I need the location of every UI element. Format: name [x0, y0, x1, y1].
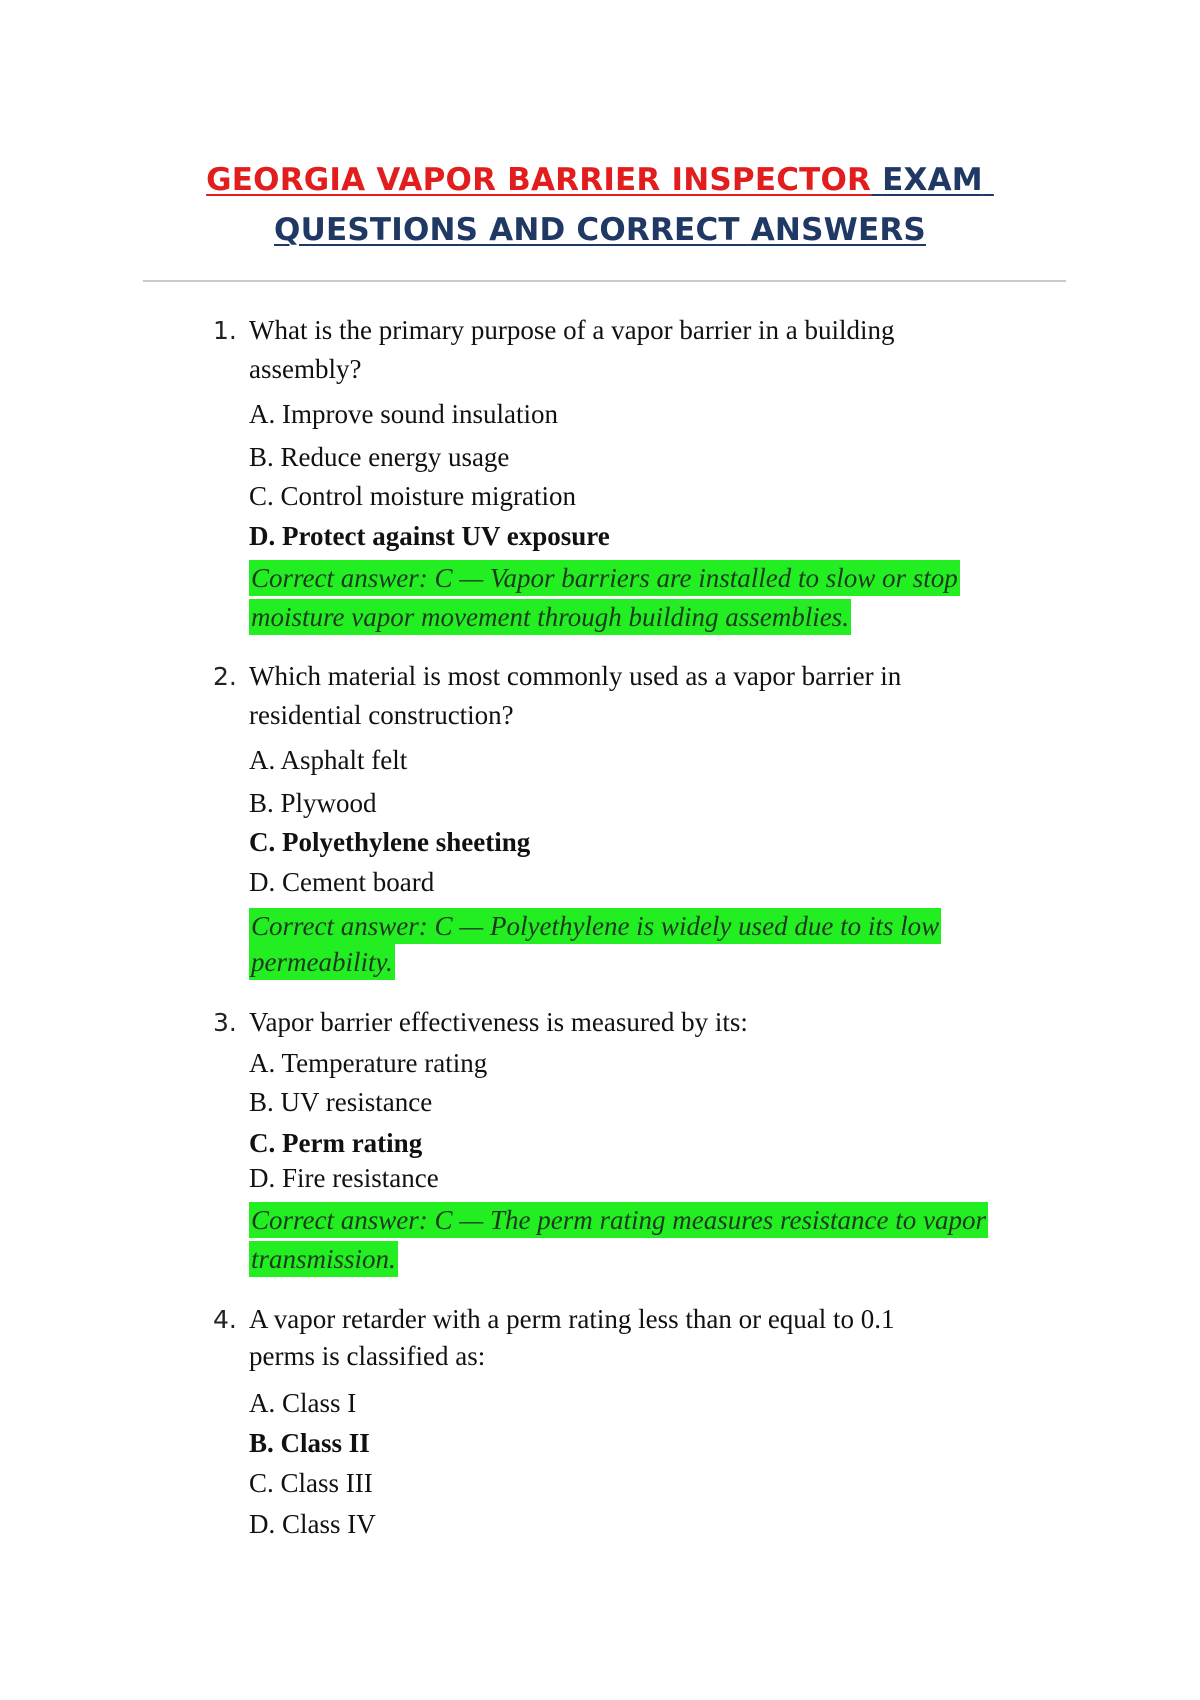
title-red-text: GEORGIA VAPOR BARRIER INSPECTOR	[206, 162, 872, 198]
document-title-line-1	[0, 155, 1200, 205]
question-number: 1.	[213, 316, 237, 345]
question-number: 3.	[213, 1008, 237, 1037]
title-navy-text	[871, 162, 882, 198]
option-a: A. Temperature rating	[249, 1048, 488, 1078]
option-d: D. Class IV	[249, 1509, 376, 1539]
option-a: A. Asphalt felt	[249, 745, 408, 775]
question-text: A vapor retarder with a perm rating less than or equal to 0.1	[249, 1304, 895, 1334]
option-b: B. UV resistance	[249, 1087, 433, 1117]
option-c: C. Class III	[249, 1468, 373, 1498]
option-d: D. Fire resistance	[249, 1163, 439, 1193]
option-d: D. Protect against UV exposure	[249, 521, 610, 551]
horizontal-divider	[143, 280, 1066, 282]
correct-answer-highlight-continued: transmission.	[249, 1241, 398, 1277]
question-text: Which material is most commonly used as a vapor barrier in	[249, 661, 902, 691]
option-c: C. Perm rating	[249, 1128, 423, 1158]
option-b: B. Reduce energy usage	[249, 442, 510, 472]
question-text-continued: perms is classified as:	[249, 1341, 486, 1371]
option-a: A. Class I	[249, 1388, 357, 1418]
option-b: B. Plywood	[249, 788, 377, 818]
correct-answer-highlight-continued: moisture vapor movement through building assemblies.	[249, 599, 851, 635]
document-title-line-2	[0, 205, 1200, 255]
question-text: Vapor barrier effectiveness is measured by its:	[249, 1007, 748, 1037]
title-trailing-space	[983, 162, 994, 198]
question-text-continued: residential construction?	[249, 700, 514, 730]
option-d: D. Cement board	[249, 867, 435, 897]
correct-answer-highlight: Correct answer: C — The perm rating measures resistance to vapor	[249, 1202, 988, 1238]
question-text-continued: assembly?	[249, 354, 362, 384]
correct-answer-highlight: Correct answer: C — Polyethylene is widely used due to its low	[249, 908, 941, 944]
title-exam-text: EXAM	[882, 162, 983, 198]
question-text: What is the primary purpose of a vapor barrier in a building	[249, 315, 895, 345]
correct-answer-highlight-continued: permeability.	[249, 944, 395, 980]
question-number: 4.	[213, 1305, 237, 1334]
option-c: C. Control moisture migration	[249, 481, 576, 511]
option-b: B. Class II	[249, 1428, 370, 1458]
option-c: C. Polyethylene sheeting	[249, 827, 531, 857]
option-a: A. Improve sound insulation	[249, 399, 558, 429]
title-subtitle-text: QUESTIONS AND CORRECT ANSWERS	[274, 212, 926, 248]
correct-answer-highlight: Correct answer: C — Vapor barriers are installed to slow or stop	[249, 560, 960, 596]
question-number: 2.	[213, 662, 237, 691]
